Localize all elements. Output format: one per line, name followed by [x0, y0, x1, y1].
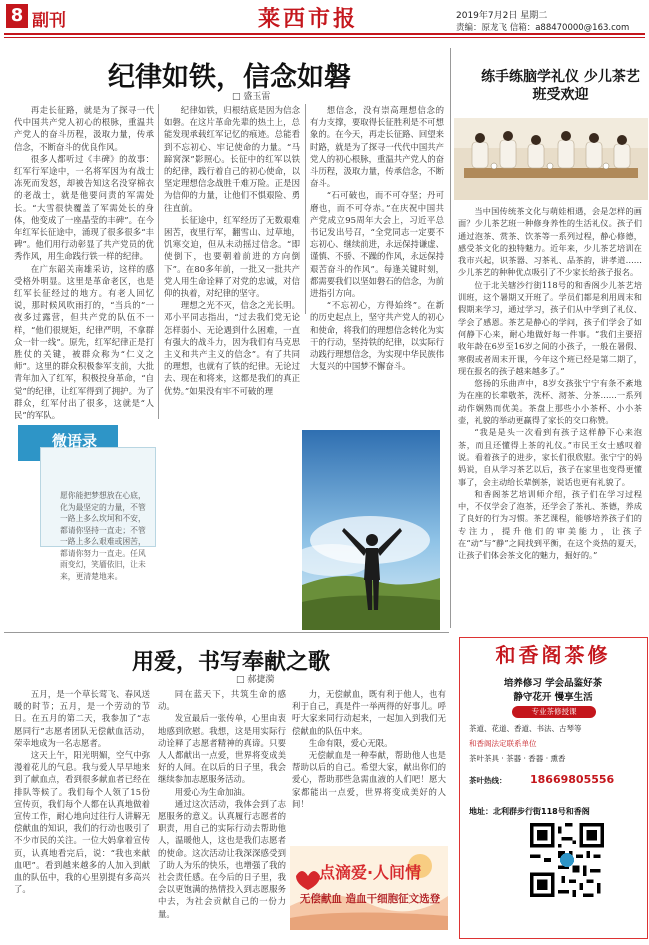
ad-ribbon: 专业茶修授课 — [512, 706, 596, 718]
article-paragraph: “不忘初心，方得始终”。在新的历史起点上，坚守共产党人的初心和使命，将我们的理想信念转化为实干的行动，坚持铁的纪律，以实际行动践行理想信念，为实现中华民族伟大复兴的中国梦不懈奋斗。 — [310, 300, 444, 372]
side-story-paragraph: 悠扬的乐曲声中，8岁女孩张宁宁有条不紊地为在座的长辈敬茶，洗杯、沏茶、分茶……一系列动作娴熟而优美。茶盘上那些小小茶杯、小小茶壶，礼貌的举动更赢得了家长的交口称赞。 — [458, 378, 642, 426]
article2-column-2 — [158, 688, 286, 936]
article-paragraph: 理想之光不灭，信念之光长明。邓小平同志指出，“过去我们党无论怎样弱小、无论遇到什么困难，一直有强大的战斗力，因为我们有马克思主义和共产主义的信念”。有了共同的理想，也就有了铁的纪律。无论过去、现在和将来，这都是我们的真正优势。”如果没有牢不可破的理 — [164, 300, 300, 396]
article-paragraph: 很多人都听过《丰碑》的故事：红军行军途中，一名将军因为有战士冻死而发怒，却被告知这名没穿棉衣的老战士，就是他要问责的军需处长。“大雪很快覆盖了军需处长的身体，他变成了一座晶莹的丰碑”。在今年红军长征途中，涌现了很多很多“丰碑”。他们用行动彰显了共产党员的优秀作风，用生命践行铁一样的纪律。 — [14, 153, 154, 262]
banner-title: 点滴爱·人间情 — [318, 863, 422, 882]
side-story-paragraph: 和香阁茶艺培训师介绍，孩子们在学习过程中，不仅学会了泡茶，还学会了茶礼、茶德，养成了良好的行为习惯。茶艺课程，能够培养孩子们的专注力，提升他们的审美能力，让孩子在“动”与“静”之间找到平衡，在这个炎热的夏天，让孩子们体会茶文化的魅力，掘好的。” — [458, 488, 642, 561]
article2-title: 用爱，书写奉献之歌 — [132, 649, 331, 675]
article2-column-1 — [14, 688, 150, 936]
section-divider — [4, 632, 449, 633]
article-paragraph: 想信念，没有崇高理想信念的有力支撑，要取得长征胜利是不可想象的。在今天，再走长征路、回望来时路，就是为了探寻一代代中国共产党人的初心根脉，重温共产党人的奋斗历程，汲取力量，传承信念，不断奋斗。 — [310, 105, 444, 189]
side-story-paragraph: 当中国传统茶文化与萌娃相遇，会是怎样的画面？少儿茶艺班一种修身养性的生活礼仪。孩子们通过泡茶、赏茶、饮茶等一系列过程，静心修德，感受茶文化的独特魅力。近年来，少儿茶艺培训在我市兴起，识茶器、习茶礼、品茶韵，讲孝道……少儿茶艺的种种优点吸引了不少家长给孩子报名。 — [458, 206, 642, 278]
article-byline: □ 盛玉雷 — [232, 92, 271, 102]
page-number: 8 — [6, 4, 28, 28]
blood-donation-banner — [290, 846, 448, 930]
qr-code — [530, 823, 604, 897]
header-rule-thin — [4, 37, 645, 38]
article2-paragraph: 用爱心为生命加油。 — [174, 786, 251, 797]
column-divider — [450, 48, 451, 628]
article-title: 纪律如铁，信念如磐 — [108, 62, 351, 93]
ad-sponsor: 和香阁法定联系单位 — [469, 739, 537, 748]
article2-paragraph: 这天上午，阳光明媚，空气中弥漫着花儿的气息。我与爱人早早地来到了献血点，看到很多献血者已经在排队等候了。我们每个人领了15份宣传页，我们每个人都在认真地做着宣传工作，耐心地向过往行人讲解无偿献血的知识，我们的行动也吸引了不少市民的关注。一位大妈拿着宣传页，认真地看完后，说：“我也来献血吧”。看到越来越多的人加入到献血的队伍中，我的心里别提有多高兴了。 — [14, 750, 150, 895]
ad-contact-label: 茶叶热线： — [469, 776, 507, 785]
newspaper-masthead: 莱西市报 — [258, 6, 359, 32]
article2-paragraph: 同在蓝天下，共筑生命的感动。 — [158, 689, 286, 712]
side-story-paragraph: “我是是头一次看到有孩子这样静下心来泡茶，而且还懂得上茶的礼仪。”市民王女士感叹着说。看着孩子的进步，家长们很欣慰。张宁宁的妈妈说，自从学习茶艺以后，孩子在家里也变得更懂事了，会主动给长辈倒茶，说话也更有礼貌了。 — [458, 427, 642, 487]
article2-paragraph: 力，无偿献血，既有利于他人，也有利于自己，真是件一举两得的好事儿。呼吁大家来同行动起来，一起加入到我们无偿献血的队伍中来。 — [292, 689, 446, 736]
section-title: 副刊 — [32, 11, 66, 31]
article2-paragraph: 五月，是一个草长莺飞、春风送暖的时节；五月，是一个劳动的节日。在五月的第二天，我参加了“志愿同行”志愿者团队无偿献血活动，荣幸地成为一名志愿者。 — [14, 689, 150, 748]
quote-label: 微语录 — [52, 432, 98, 450]
article-paragraph: 长征途中，红军经历了无数艰难困苦，夜里行军，翻雪山、过草地，饥寒交迫，但从未动摇过信念。“即使倒下，也要朝着前进的方向倒下”。在80多年前，一批又一批共产党人用生命诠释了对党的忠诚，对信仰的执着，对纪律的坚守。 — [164, 214, 300, 299]
issue-date: 2019年7月2日 星期二 — [456, 11, 548, 21]
article2-paragraph: 通过这次活动，我体会到了志愿服务的意义。认真履行志愿者的职责，用自己的实际行动去帮助他人，温暖他人，这也是我们志愿者的使命。这次活动让我深深感受到了助人为乐的快乐，也增强了我的社会责任感。在今后的日子里，我会以更饱满的热情投入到志愿服务中去，为社会贡献自己的一份力量。 — [158, 798, 286, 919]
ad-slogan: 静守花开 慢享生活 — [513, 692, 593, 703]
ad-title: 和香阁茶修 — [495, 643, 611, 667]
ad-slogan: 培养修习 学会品鉴好茶 — [503, 678, 603, 689]
banner-subtitle: 无偿献血 造血干细胞征文选登 — [299, 893, 441, 905]
article-column-3 — [310, 104, 444, 372]
article2-paragraph: 无偿献血是一种奉献，帮助他人也是帮助以后的自己。希望大家，献出你们的爱心，帮助那些急需血液的人们吧！愿大家都能出一点爱，世界将变成美好的人间！ — [292, 750, 446, 809]
article2-paragraph: 发宣最后一张传单，心里由衷地感到欣慰。我想，这是用实际行动诠释了志愿者精神的真谛。只要人人都献出一点爱，世界将变成美好的人间。在以后的日子里，我会继续参加志愿服务活动。 — [158, 713, 286, 785]
article2-byline: □ 郝捷漪 — [236, 675, 275, 685]
side-story-text — [458, 205, 642, 629]
article-column-2 — [164, 104, 300, 419]
editor-info: 责编：原龙飞 信箱：a88470000@163.com — [456, 23, 630, 33]
article-paragraph: 纪律如铁，归根结底是因为信念如磐。在这片革命先辈的热土上，总能发现承载红军记忆的痕迹。总能看到不忘初心、牢记使命的力量。“马蹄窝深”影照心。长征中的红军以铁的纪律，践行着自己的初心使命，以坚定理想信念战胜千难万险。正是因为信仰的力量，让他们不惧艰险、勇往直前。 — [164, 105, 300, 213]
ad-address: 地址：北利群步行街118号和香阁 — [469, 807, 590, 816]
article2-paragraph: 生命有限，爱心无限。 — [308, 737, 393, 748]
ad-courses: 茶道、花道、香道、书法、古琴等 — [469, 724, 582, 733]
article2-column-3 — [292, 688, 446, 840]
article-paragraph: 再走长征路，就是为了探寻一代代中国共产党人初心的根脉，重温共产党人的奋斗历程，汲取力量，传承信念，不断奋斗的优良作风。 — [14, 105, 154, 152]
column-divider — [305, 104, 306, 314]
header-rule — [4, 33, 645, 35]
tea-class-photo — [454, 118, 648, 200]
ad-products: 茶叶茶具 · 茶器 · 香器 · 熏香 — [469, 754, 566, 763]
article-photo — [302, 430, 440, 630]
side-story-title: 练手练脑学礼仪 少儿茶艺班受欢迎 — [481, 69, 640, 103]
article-column-1 — [14, 104, 154, 421]
side-story-paragraph: 位于北关辖沙行街118号的和香阁少儿茶艺培训班，这个暑期又开班了。学员们都是利用周末和假期来学习，通过学习，孩子们从中学到了礼仪、学会了感恩。茶艺是静心的学问，孩子们学会了如何静下心来，耐心地做好每一件事。“我们主要招收年龄在6岁至16岁之间的小孩子，一般在暑假、寒假或者周末开课，今年这个班已经是第二期了，现在报名的孩子越来越多了。” — [458, 279, 642, 376]
quote-text: 愿你能把梦想放在心底，化为最坚定的力量，不管一路上多么坎坷和不安，都请你坚持一直走；不管一路上多么艰难或困苦，都请你努力一直走。任风雨变幻，笑靥依旧，让未来，更清楚地来。 — [60, 491, 146, 581]
article-paragraph: 在广东韶关南雄采访，这样的感受格外明显。这里是革命老区，也是红军长征经过的地方。有老人回忆说，那时候风吹雨打的，“当兵的”一夜多过露营，但共产党的队伍不一样，“他们很规矩，纪律严明，不拿群众一针一线”。原先，红军纪律正是打胜仗的关键，被群众称为“仁义之师”。这里的群众积极参军支前，大批青年加入了红军，积极投身革命，“自觉”的纪律，让红军得到了拥护。为了群众，红军付出了很多，这就是“人民”的军队。 — [14, 263, 154, 421]
ad-phone: 18669805556 — [530, 773, 615, 786]
article-paragraph: “石可破也，而不可夺坚；丹可磨也，而不可夺赤。”在庆祝中国共产党成立95周年大会上，习近平总书记发出号召，“全党同志一定要不忘初心、继续前进，永远保持谦虚、谨慎、不骄、不躁的作风，永远保持艰苦奋斗的作风”。每逢关键时刻，都需要我们以坚如磐石的信念，为前进指引方向。 — [310, 190, 444, 299]
column-divider — [158, 104, 159, 419]
